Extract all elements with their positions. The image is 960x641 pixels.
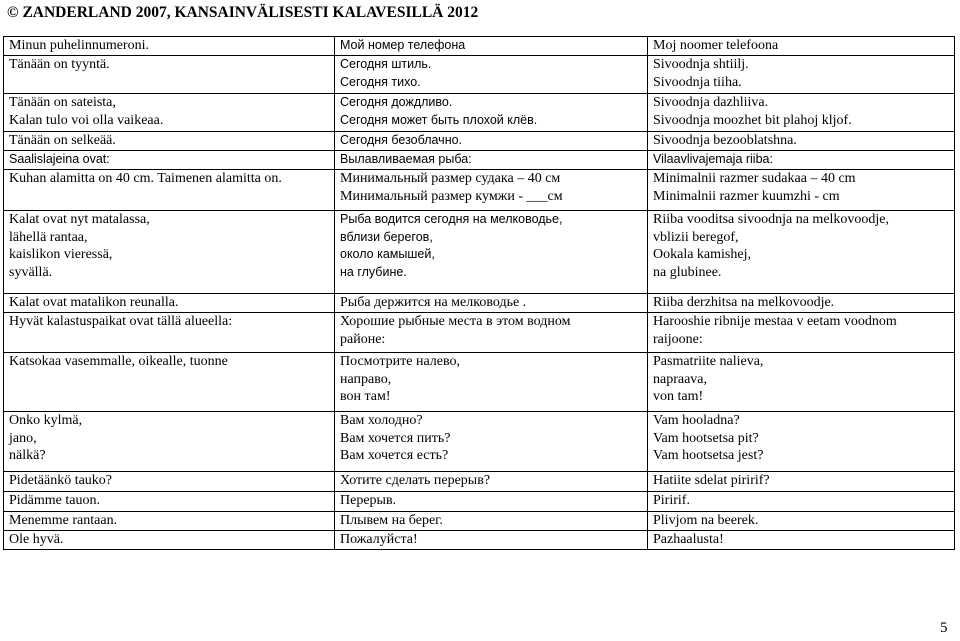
phrase-row: [4, 313, 955, 353]
finnish-cell: [4, 151, 335, 170]
phrase-row: [4, 353, 955, 412]
phrase-line: Tänään on sateista,: [9, 95, 116, 110]
transliteration-cell: [648, 531, 955, 550]
phrase-line: около камышей,: [340, 247, 435, 261]
russian-cell: [335, 472, 648, 492]
phrase-line: Moj noomer telefoona: [653, 38, 779, 53]
phrase-line: Tänään on tyyntä.: [9, 57, 110, 72]
phrase-line: Riiba derzhitsa na melkovoodje.: [653, 295, 835, 310]
finnish-cell: [4, 37, 335, 56]
finnish-cell: [4, 313, 335, 353]
phrase-line: vblizii beregof,: [653, 229, 739, 245]
phrase-line: Menemme rantaan.: [9, 513, 118, 528]
phrase-line: Hatiite sdelat piririf?: [653, 473, 770, 488]
russian-cell: [335, 294, 648, 313]
phrase-line: на глубине.: [340, 264, 407, 279]
transliteration-cell: [648, 170, 955, 211]
document-title: © ZANDERLAND 2007, KANSAINVÄLISESTI KALAVESILLÄ 2012: [7, 4, 479, 21]
finnish-cell: [4, 94, 335, 132]
phrase-line: Pazhaalusta!: [653, 532, 724, 547]
phrase-line: raijoone:: [653, 331, 703, 347]
phrase-line: jano,: [9, 430, 37, 446]
phrase-line: Harooshie ribnije mestaa v eetam voodnom: [653, 314, 897, 329]
phrase-row: [4, 512, 955, 531]
phrase-line: Sivoodnja moozhet bit plahoj kljof.: [653, 112, 852, 128]
phrase-line: Ole hyvä.: [9, 532, 64, 547]
phrase-line: Сегодня тихо.: [340, 74, 421, 89]
phrase-line: Сегодня дождливо.: [340, 95, 453, 109]
finnish-cell: [4, 56, 335, 94]
phrase-row: [4, 531, 955, 550]
phrase-line: Сегодня безоблачно.: [340, 133, 463, 147]
phrase-line: Ookala kamishej,: [653, 247, 751, 262]
phrase-line: Посмотрите налево,: [340, 354, 461, 369]
phrase-row: [4, 472, 955, 492]
russian-cell: [335, 151, 648, 170]
transliteration-cell: [648, 294, 955, 313]
finnish-cell: [4, 492, 335, 512]
phrase-line: Вам холодно?: [340, 413, 423, 428]
transliteration-cell: [648, 313, 955, 353]
phrase-line: Перерыв.: [340, 493, 397, 508]
phrase-line: napraava,: [653, 371, 708, 387]
transliteration-cell: [648, 151, 955, 170]
finnish-cell: [4, 353, 335, 412]
finnish-cell: [4, 132, 335, 151]
phrase-line: Хотите сделать перерыв?: [340, 473, 491, 488]
phrase-row: [4, 132, 955, 151]
transliteration-cell: [648, 472, 955, 492]
phrase-row: [4, 294, 955, 313]
phrase-line: Sivoodnja tiiha.: [653, 74, 742, 90]
transliteration-cell: [648, 94, 955, 132]
phrase-line: Вам хочется пить?: [340, 430, 451, 446]
phrase-line: Вылавливаемая рыба:: [340, 152, 472, 166]
phrase-line: Sivoodnja bezooblatshna.: [653, 133, 797, 148]
russian-cell: [335, 512, 648, 531]
finnish-cell: [4, 170, 335, 211]
phrase-line: направо,: [340, 371, 392, 387]
phrase-line: Вам хочется есть?: [340, 448, 449, 463]
phrase-table: [3, 36, 955, 550]
transliteration-cell: [648, 132, 955, 151]
russian-cell: [335, 56, 648, 94]
phrase-line: Sivoodnja shtiilj.: [653, 57, 749, 72]
russian-cell: [335, 170, 648, 211]
phrase-row: [4, 170, 955, 211]
finnish-cell: [4, 531, 335, 550]
phrase-line: вон там!: [340, 389, 391, 404]
transliteration-cell: [648, 353, 955, 412]
phrase-line: Kuhan alamitta on 40 cm. Taimenen alamitta on.: [9, 171, 282, 186]
phrase-line: Рыба водится сегодня на мелководье,: [340, 212, 563, 226]
phrase-line: na glubinee.: [653, 264, 722, 280]
finnish-cell: [4, 512, 335, 531]
phrase-line: Piririf.: [653, 493, 690, 508]
finnish-cell: [4, 294, 335, 313]
phrase-line: von tam!: [653, 389, 704, 404]
russian-cell: [335, 132, 648, 151]
phrase-line: Пожалуйста!: [340, 532, 418, 547]
transliteration-cell: [648, 412, 955, 472]
finnish-cell: [4, 412, 335, 472]
phrase-row: [4, 211, 955, 294]
phrase-row: [4, 56, 955, 94]
russian-cell: [335, 94, 648, 132]
phrase-line: Katsokaa vasemmalle, oikealle, tuonne: [9, 354, 228, 369]
phrase-line: Сегодня штиль.: [340, 57, 432, 71]
phrase-row: [4, 492, 955, 512]
phrase-line: Vilaavlivajemaja riiba:: [653, 152, 773, 166]
phrase-line: Минимальный размер кумжи - ___см: [340, 188, 563, 204]
phrase-line: Минимальный размер судака – 40 см: [340, 171, 561, 186]
phrase-line: Vam hootsetsa pit?: [653, 430, 759, 446]
phrase-line: Vam hooladna?: [653, 413, 740, 428]
transliteration-cell: [648, 211, 955, 294]
phrase-line: nälkä?: [9, 448, 46, 463]
phrase-line: Мой номер телефона: [340, 38, 466, 52]
phrase-line: районе:: [340, 331, 386, 347]
phrase-line: Плывем на берег.: [340, 513, 443, 528]
phrase-line: Kalat ovat matalikon reunalla.: [9, 295, 179, 310]
phrase-line: Minun puhelinnumeroni.: [9, 38, 149, 53]
phrase-line: Kalat ovat nyt matalassa,: [9, 212, 150, 227]
phrase-line: Хорошие рыбные места в этом водном: [340, 314, 571, 329]
phrase-line: Рыба держится на мелководье .: [340, 295, 527, 310]
phrase-row: [4, 37, 955, 56]
phrase-line: Pasmatriite nalieva,: [653, 354, 764, 369]
transliteration-cell: [648, 56, 955, 94]
russian-cell: [335, 412, 648, 472]
phrase-line: lähellä rantaa,: [9, 229, 88, 245]
finnish-cell: [4, 211, 335, 294]
phrase-row: [4, 151, 955, 170]
russian-cell: [335, 531, 648, 550]
russian-cell: [335, 313, 648, 353]
phrase-line: Vam hootsetsa jest?: [653, 448, 764, 463]
phrase-row: [4, 412, 955, 472]
phrase-line: Kalan tulo voi olla vaikeaa.: [9, 112, 164, 128]
phrase-line: Saalislajeina ovat:: [9, 152, 110, 166]
finnish-cell: [4, 472, 335, 492]
phrase-line: Riiba vooditsa sivoodnja na melkovoodje,: [653, 212, 890, 227]
page-number: 5: [940, 620, 948, 636]
transliteration-cell: [648, 492, 955, 512]
russian-cell: [335, 37, 648, 56]
phrase-line: Hyvät kalastuspaikat ovat tällä alueella:: [9, 314, 233, 329]
phrase-line: Onko kylmä,: [9, 413, 83, 428]
russian-cell: [335, 353, 648, 412]
phrase-line: syvällä.: [9, 264, 53, 280]
transliteration-cell: [648, 512, 955, 531]
phrase-line: Sivoodnja dazhliiva.: [653, 95, 769, 110]
phrase-line: Tänään on selkeää.: [9, 133, 116, 148]
phrase-line: Plivjom na beerek.: [653, 513, 759, 528]
transliteration-cell: [648, 37, 955, 56]
phrase-line: Minimalnii razmer kuumzhi - cm: [653, 188, 840, 204]
phrase-line: Minimalnii razmer sudakaa – 40 cm: [653, 171, 856, 186]
phrase-line: вблизи берегов,: [340, 229, 433, 244]
phrase-line: Pidetäänkö tauko?: [9, 473, 113, 488]
phrase-line: Сегодня может быть плохой клёв.: [340, 112, 538, 127]
russian-cell: [335, 492, 648, 512]
phrase-row: [4, 94, 955, 132]
phrase-line: Pidämme tauon.: [9, 493, 100, 508]
phrase-line: kaislikon vieressä,: [9, 247, 113, 262]
russian-cell: [335, 211, 648, 294]
